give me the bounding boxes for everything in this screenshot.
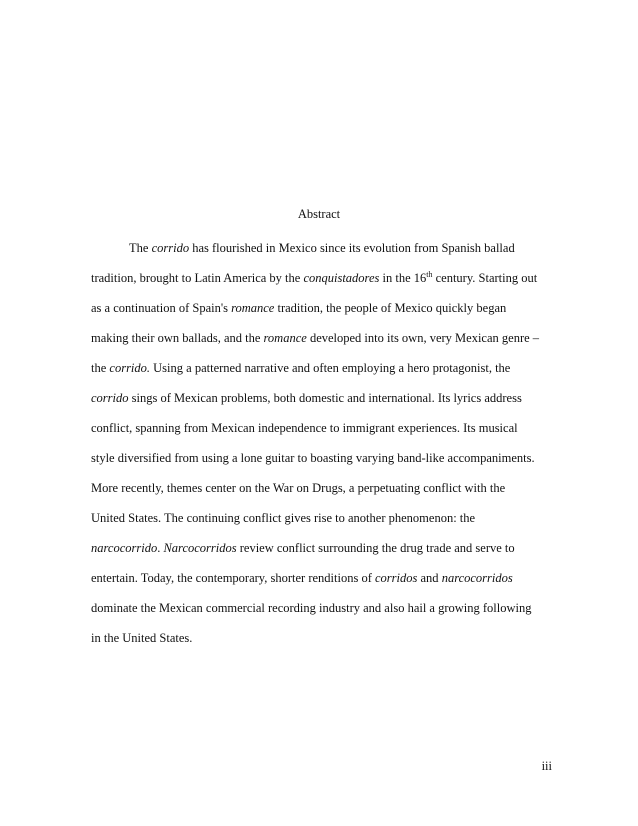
text-run: romance — [231, 301, 275, 315]
paragraph-line-5 — [91, 360, 510, 376]
paragraph-line-6 — [91, 390, 522, 406]
text-run: th — [426, 269, 433, 279]
text-run: corrido. — [109, 361, 151, 375]
text-run: entertain. Today, the contemporary, shorter renditions of — [91, 571, 375, 585]
text-run: narcocorridos — [441, 571, 513, 585]
text-run: Narcocorridos — [163, 541, 237, 555]
text-run: More recently, themes center on the War on Drugs, a perpetuating conflict with the — [91, 481, 506, 495]
paragraph-line-8 — [91, 450, 535, 466]
paragraph-line-11 — [91, 540, 515, 556]
abstract-heading: Abstract — [297, 207, 341, 221]
paragraph-line-13 — [91, 600, 532, 616]
paragraph-line-10 — [91, 510, 475, 526]
text-run: tradition, the people of Mexico quickly began — [274, 301, 507, 315]
paragraph-line-14 — [91, 630, 192, 646]
text-run: tradition, brought to Latin America by the — [91, 271, 304, 285]
text-run: dominate the Mexican commercial recording industry and also hail a growing following — [91, 601, 532, 615]
paragraph-line-1 — [129, 240, 515, 256]
paragraph-line-2 — [91, 270, 537, 286]
text-run: Using a patterned narrative and often employing a hero protagonist, the — [150, 361, 511, 375]
text-run: corrido — [151, 241, 190, 255]
text-run: corrido — [91, 391, 129, 405]
page-number: iii — [541, 759, 552, 773]
text-run: conquistadores — [303, 271, 380, 285]
paragraph-line-7 — [91, 420, 518, 436]
paragraph-line-12 — [91, 570, 513, 586]
text-run: sings of Mexican problems, both domestic and international. Its lyrics address — [128, 391, 522, 405]
text-run: review conflict surrounding the drug trade and serve to — [236, 541, 515, 555]
text-run: corridos — [375, 571, 418, 585]
text-run: century. Starting out — [432, 271, 538, 285]
text-run: the — [91, 361, 110, 375]
paragraph-line-4 — [91, 330, 539, 346]
text-run: United States. The continuing conflict gives rise to another phenomenon: the — [91, 511, 476, 525]
paragraph-line-9 — [91, 480, 505, 496]
text-run: as a continuation of Spain's — [91, 301, 232, 315]
text-run: romance — [263, 331, 307, 345]
text-run: in the United States. — [91, 631, 193, 645]
text-run: and — [417, 571, 442, 585]
text-run: has flourished in Mexico since its evolution from Spanish ballad — [189, 241, 515, 255]
text-run: The — [129, 241, 152, 255]
text-run: in the 16 — [379, 271, 427, 285]
text-run: narcocorrido — [91, 541, 158, 555]
text-run: style diversified from using a lone guitar to boasting varying band-like accompaniments. — [91, 451, 535, 465]
text-run: making their own ballads, and the — [91, 331, 264, 345]
text-run: conflict, spanning from Mexican independence to immigrant experiences. Its musical — [91, 421, 518, 435]
text-run: developed into its own, very Mexican genre – — [306, 331, 540, 345]
paragraph-line-3 — [91, 300, 506, 316]
text-run: . — [157, 541, 164, 555]
